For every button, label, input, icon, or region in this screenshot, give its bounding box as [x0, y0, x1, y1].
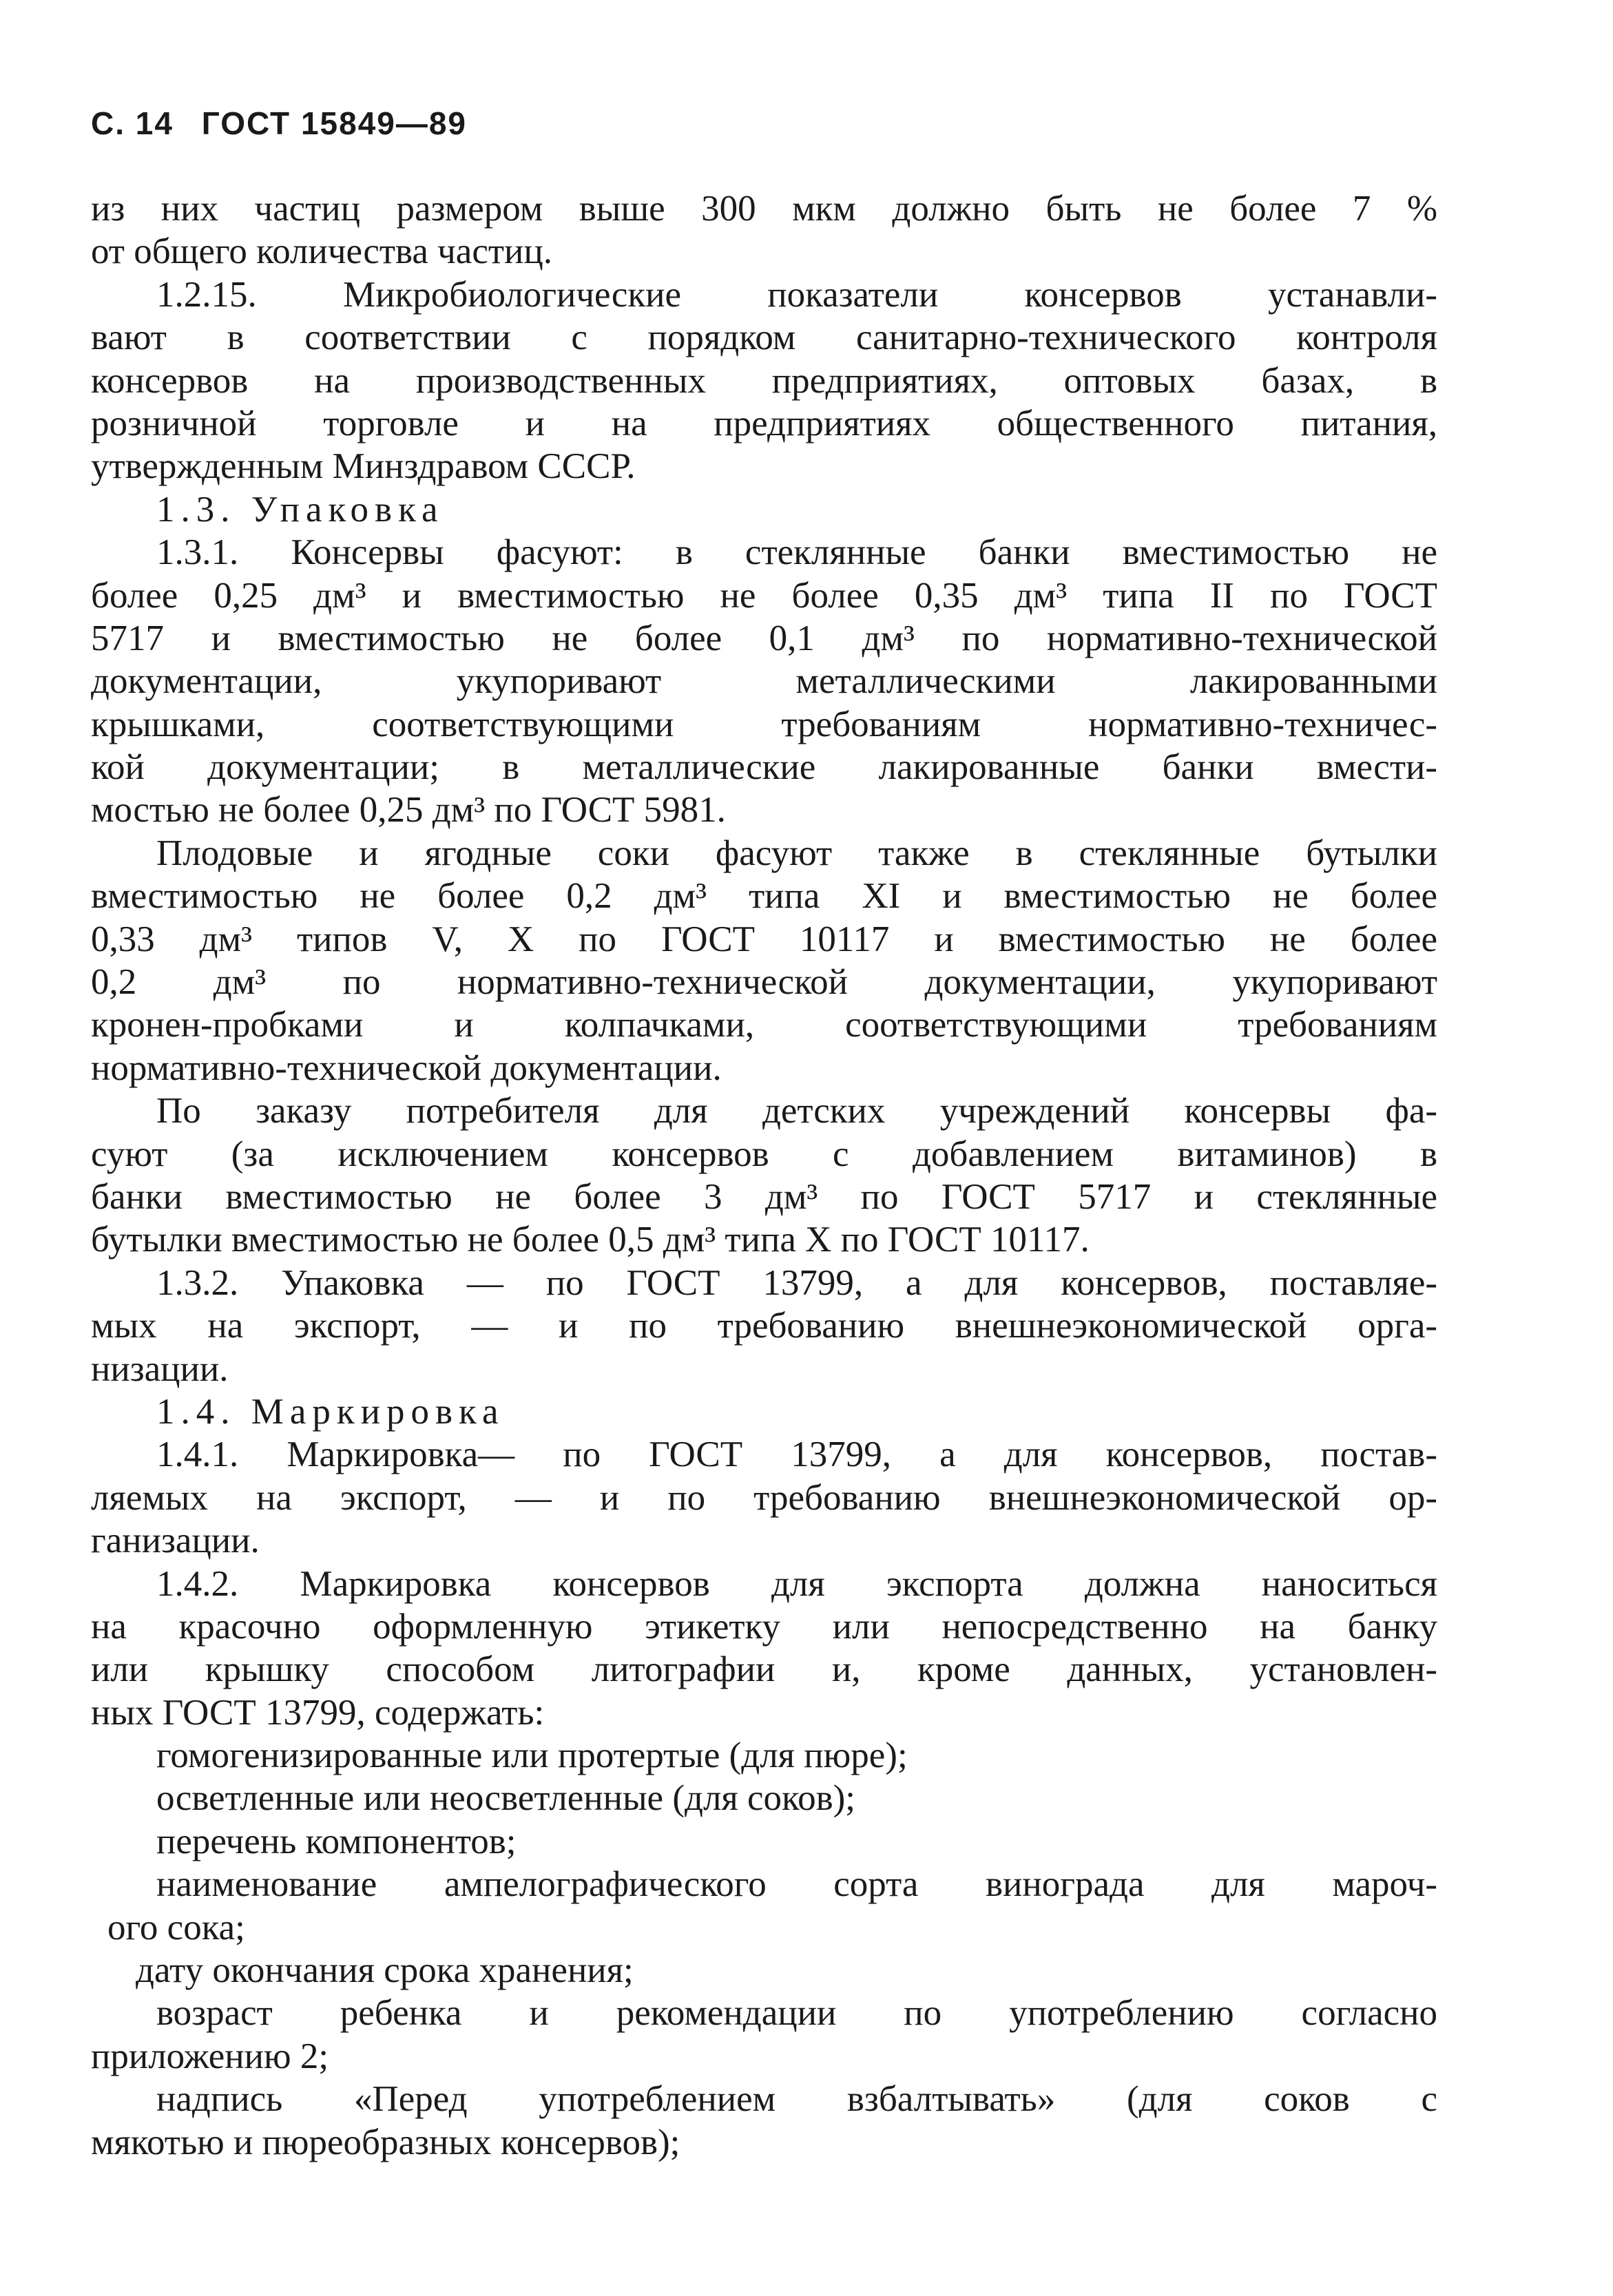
text-line: ганизации. — [91, 1521, 260, 1561]
text-line: суют (за исключением консервов с добавлением витаминов) в — [91, 1134, 1437, 1174]
text-line: По заказу потребителя для детских учреждений консервы фа- — [156, 1091, 1437, 1131]
text-line: из них частиц размером выше 300 мкм должно быть не более 7 % — [91, 189, 1437, 229]
text-line: розничной торговле и на предприятиях общественного питания, — [91, 403, 1437, 443]
text-line: мых на экспорт, — и по требованию внешнеэкономической орга- — [91, 1306, 1437, 1346]
text-line: ого сока; — [107, 1907, 245, 1948]
text-line: крышками, соответствующими требованиям нормативно-техничес- — [91, 704, 1437, 744]
text-line: более 0,25 дм³ и вместимостью не более 0,35 дм³ типа II по ГОСТ — [91, 575, 1437, 616]
text-line: Плодовые и ягодные соки фасуют также в стеклянные бутылки — [156, 833, 1437, 873]
text-line: ных ГОСТ 13799, содержать: — [91, 1692, 545, 1733]
text-line: консервов на производственных предприятиях, оптовых базах, в — [91, 360, 1437, 401]
list-item: осветленные или неосветленные (для соков); — [156, 1778, 855, 1819]
page-number: С. 14 — [91, 105, 174, 141]
text-line: 1.4.1. Маркировка— по ГОСТ 13799, а для консервов, постав- — [156, 1434, 1437, 1475]
text-line: низации. — [91, 1348, 229, 1389]
list-item: наименование ампелографического сорта винограда для мароч- — [156, 1864, 1437, 1905]
section-heading: 1.4. Маркировка — [156, 1391, 505, 1432]
text-line: документации, укупоривают металлическими лакированными — [91, 661, 1437, 702]
text-line: бутылки вместимостью не более 0,5 дм³ типа X по ГОСТ 10117. — [91, 1220, 1090, 1260]
text-line: 1.4.2. Маркировка консервов для экспорта должна наноситься — [156, 1563, 1437, 1604]
text-line: приложению 2; — [91, 2036, 329, 2076]
page-header — [91, 105, 485, 142]
text-line: 0,2 дм³ по нормативно-технической документации, укупоривают — [91, 962, 1437, 1003]
text-line: 0,33 дм³ типов V, X по ГОСТ 10117 и вместимостью не более — [91, 919, 1437, 959]
text-line: утвержденным Минздравом СССР. — [91, 446, 636, 487]
section-heading: 1.3. Упаковка — [156, 489, 444, 530]
list-item: надпись «Перед употреблением взбалтывать» (для соков с — [156, 2079, 1437, 2120]
text-line: или крышку способом литографии и, кроме данных, установлен- — [91, 1649, 1437, 1690]
text-line: 1.3.2. Упаковка — по ГОСТ 13799, а для консервов, поставляе- — [156, 1262, 1437, 1303]
text-line: кой документации; в металлические лакированные банки вмести- — [91, 747, 1437, 788]
text-line: нормативно-технической документации. — [91, 1047, 722, 1088]
text-line: вают в соответствии с порядком санитарно-технического контроля — [91, 317, 1437, 358]
text-line: ляемых на экспорт, — и по требованию внешнеэкономической ор- — [91, 1477, 1437, 1518]
text-line: 1.3.1. Консервы фасуют: в стеклянные банки вместимостью не — [156, 532, 1437, 573]
text-line: 1.2.15. Микробиологические показатели консервов устанавли- — [156, 274, 1437, 315]
text-line: мякотью и пюреобразных консервов); — [91, 2122, 680, 2162]
text-line: кронен-пробками и колпачками, соответствующими требованиям — [91, 1005, 1437, 1045]
text-line: банки вместимостью не более 3 дм³ по ГОСТ 5717 и стеклянные — [91, 1176, 1437, 1217]
text-line: вместимостью не более 0,2 дм³ типа XI и вместимостью не более — [91, 876, 1437, 917]
text-line: от общего количества частиц. — [91, 231, 552, 272]
text-line: 5717 и вместимостью не более 0,1 дм³ по нормативно-технической — [91, 618, 1437, 658]
standard-title: ГОСТ 15849—89 — [201, 105, 468, 141]
list-item: дату окончания срока хранения; — [136, 1950, 634, 1991]
text-line: мостью не более 0,25 дм³ по ГОСТ 5981. — [91, 790, 726, 831]
list-item: возраст ребенка и рекомендации по употреблению согласно — [156, 1993, 1437, 2034]
list-item: гомогенизированные или протертые (для пюре); — [156, 1735, 908, 1776]
document-body — [91, 187, 1437, 2164]
text-line: на красочно оформленную этикетку или непосредственно на банку — [91, 1606, 1437, 1647]
list-item: перечень компонентов; — [156, 1821, 517, 1861]
